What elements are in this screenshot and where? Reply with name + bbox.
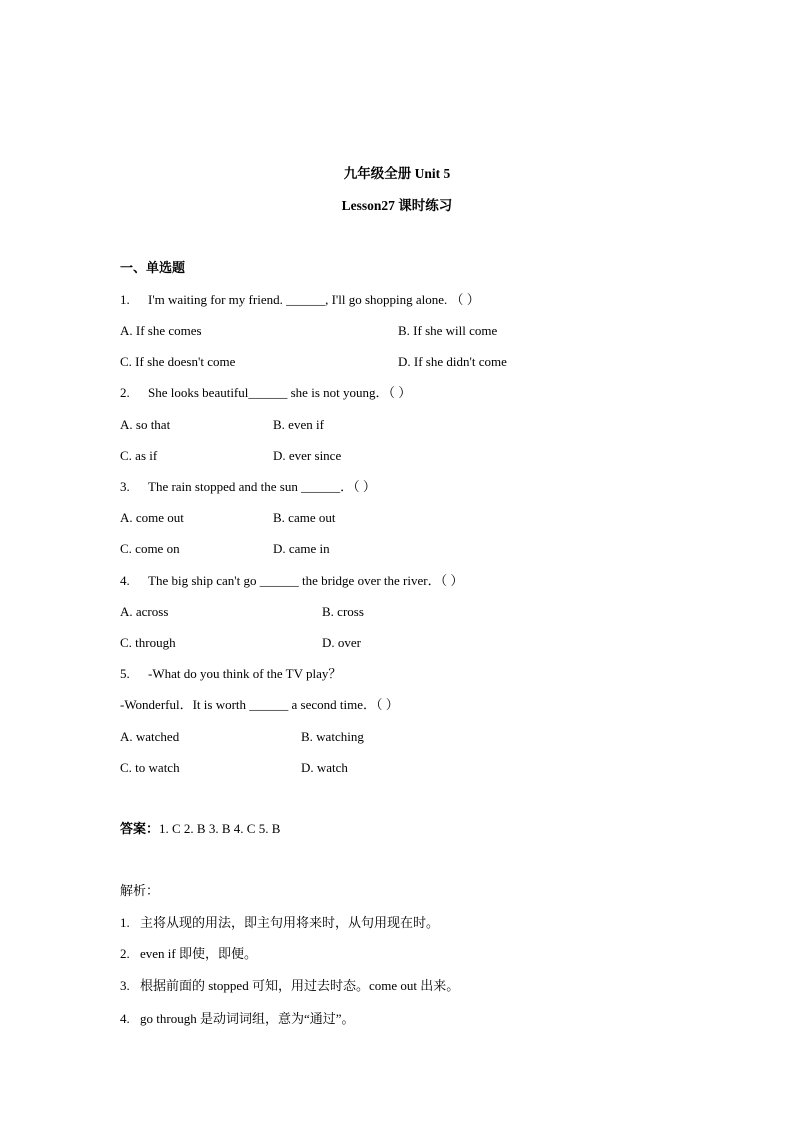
question-number: 1. bbox=[120, 292, 130, 307]
analysis-number: 1. bbox=[120, 915, 130, 930]
analysis-item-4 bbox=[120, 1011, 354, 1027]
option-c: C. to watch bbox=[120, 760, 180, 775]
option-b: B. even if bbox=[273, 417, 324, 432]
question-stem: She looks beautiful______ she is not young．（ ） bbox=[148, 385, 412, 400]
question-stem: -What do you think of the TV play？ bbox=[148, 666, 342, 681]
answers-line bbox=[120, 821, 280, 837]
option-a: A. across bbox=[120, 604, 169, 619]
option-d: D. watch bbox=[301, 760, 348, 775]
option-c: C. through bbox=[120, 635, 176, 650]
option-d: D. If she didn't come bbox=[398, 354, 507, 369]
option-c: C. come on bbox=[120, 541, 180, 556]
option-d: D. came in bbox=[273, 541, 330, 556]
option-d: D. over bbox=[322, 635, 361, 650]
question-1 bbox=[120, 292, 480, 308]
option-c: C. as if bbox=[120, 448, 158, 463]
question-3 bbox=[120, 479, 376, 495]
document-title: 九年级全册 Unit 5 bbox=[343, 166, 451, 181]
analysis-text: go through 是动词词组，意为“通过”。 bbox=[140, 1011, 355, 1026]
document-subtitle: Lesson27 课时练习 bbox=[341, 198, 453, 213]
option-b: B. If she will come bbox=[398, 323, 498, 338]
option-a: A. watched bbox=[120, 729, 180, 744]
analysis-item-3 bbox=[120, 978, 459, 994]
option-a: A. If she comes bbox=[120, 323, 202, 338]
question-stem: I'm waiting for my friend. ______, I'll go shopping alone. （ ） bbox=[148, 292, 480, 307]
answers-label: 答案： bbox=[120, 821, 160, 836]
analysis-text: even if 即使，即便。 bbox=[140, 946, 257, 961]
analysis-text: 根据前面的 stopped 可知，用过去时态。come out 出来。 bbox=[140, 978, 460, 993]
option-b: B. came out bbox=[273, 510, 336, 525]
question-number: 4. bbox=[120, 573, 130, 588]
section-heading: 一、单选题 bbox=[120, 260, 186, 275]
question-2 bbox=[120, 385, 411, 401]
option-b: B. cross bbox=[322, 604, 364, 619]
option-c: C. If she doesn't come bbox=[120, 354, 236, 369]
question-number: 3. bbox=[120, 479, 130, 494]
analysis-text: 主将从现的用法，即主句用将来时，从句用现在时。 bbox=[140, 915, 440, 930]
question-stem: The big ship can't go ______ the bridge over the river．（ ） bbox=[148, 573, 464, 588]
question-stem: The rain stopped and the sun ______．（ ） bbox=[148, 479, 376, 494]
answers-text: 1. C 2. B 3. B 4. C 5. B bbox=[159, 821, 281, 836]
analysis-number: 3. bbox=[120, 978, 130, 993]
analysis-number: 2. bbox=[120, 946, 130, 961]
question-5 bbox=[120, 666, 341, 682]
analysis-number: 4. bbox=[120, 1011, 130, 1026]
question-4 bbox=[120, 573, 463, 589]
analysis-item-2 bbox=[120, 946, 257, 962]
question-number: 5. bbox=[120, 666, 130, 681]
option-b: B. watching bbox=[301, 729, 364, 744]
question-stem-line2: -Wonderful．It is worth ______ a second time．（ ） bbox=[120, 697, 399, 712]
option-a: A. come out bbox=[120, 510, 184, 525]
option-a: A. so that bbox=[120, 417, 171, 432]
question-number: 2. bbox=[120, 385, 130, 400]
analysis-label: 解析： bbox=[120, 883, 160, 898]
analysis-item-1 bbox=[120, 915, 439, 931]
option-d: D. ever since bbox=[273, 448, 342, 463]
